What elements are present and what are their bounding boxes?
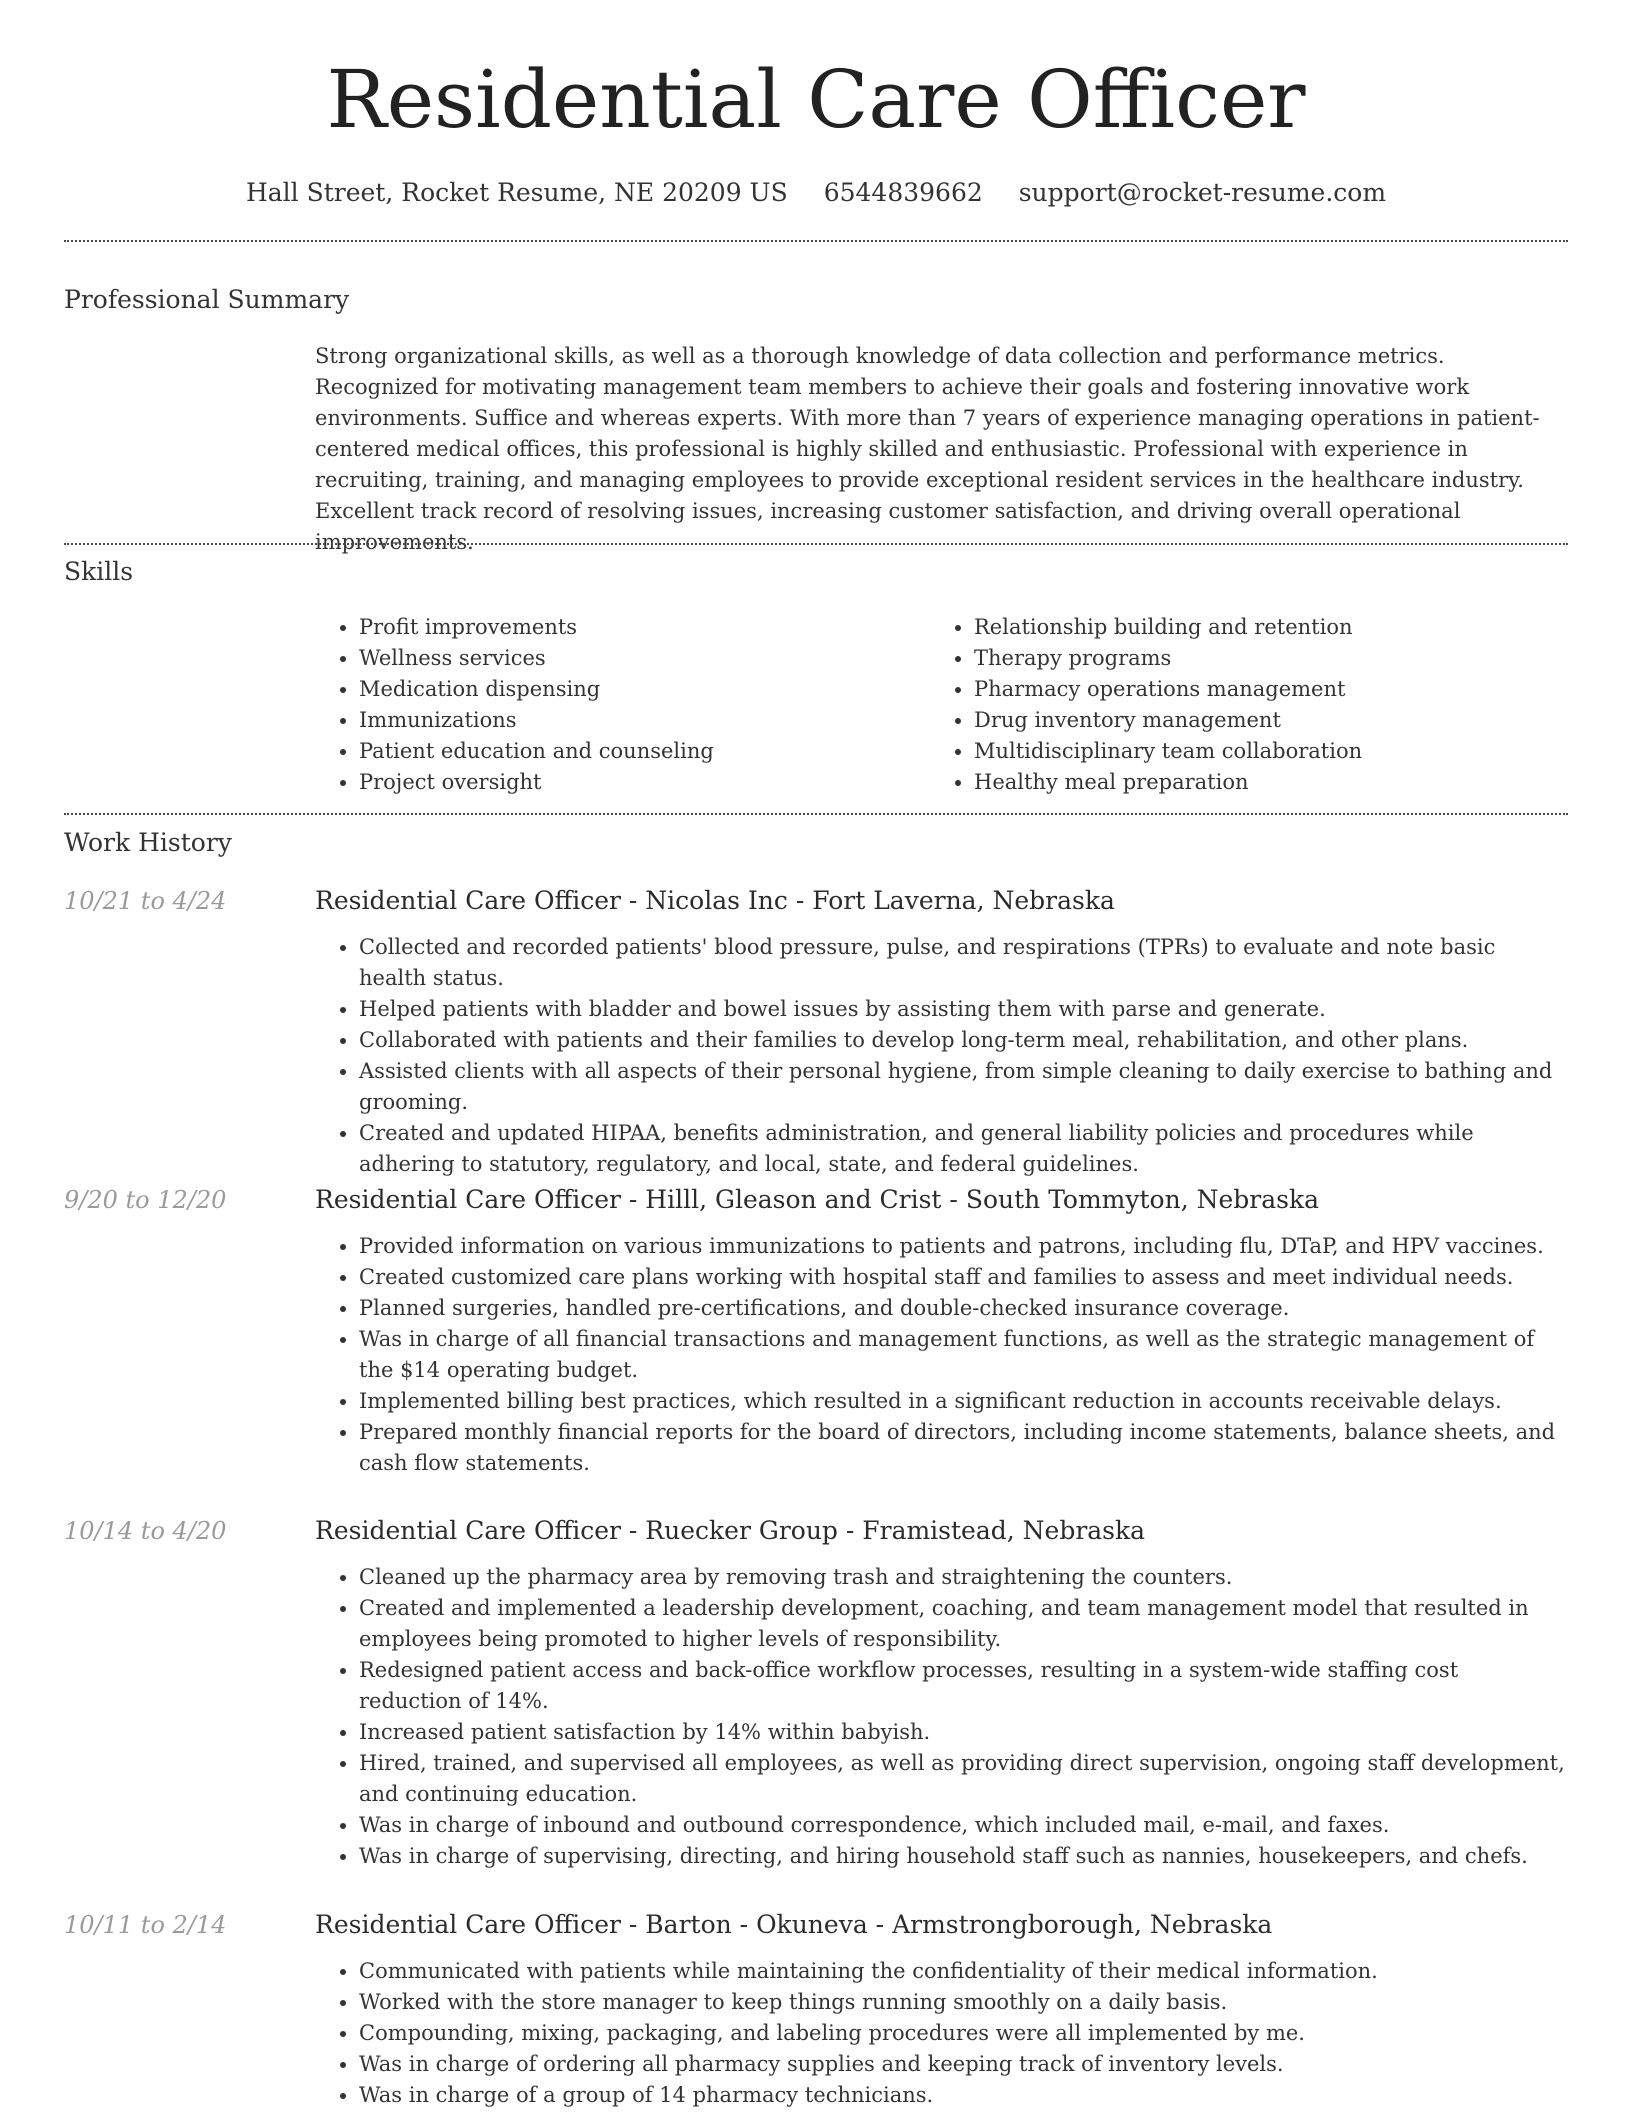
job-bullet: • Compounding, mixing, packaging, and labeling procedures were all implemented by me. <box>359 2018 1567 2049</box>
skills-heading: Skills <box>64 557 134 586</box>
skill-item: • Patient education and counseling <box>359 736 930 767</box>
contact-line <box>64 176 1568 210</box>
job-title: Residential Care Officer - Hilll, Gleason and Crist - South Tommyton, Nebraska <box>315 1185 1320 1214</box>
summary-divider <box>64 543 1568 545</box>
skills-list-right <box>930 612 1545 798</box>
job-bullet: • Was in charge of inbound and outbound correspondence, which included mail, e-mail, and faxes. <box>359 1810 1567 1841</box>
contact-phone: 6544839662 <box>823 178 983 207</box>
job-bullet: • Increased patient satisfaction by 14% within babyish. <box>359 1717 1567 1748</box>
skill-item: • Project oversight <box>359 767 930 798</box>
job-bullet: • Redesigned patient access and back-office workflow processes, resulting in a system-wide staffing cost reduction of 14%. <box>359 1655 1567 1717</box>
job-dates: 10/11 to 2/14 <box>64 1911 227 1939</box>
job-bullets <box>315 932 1567 1180</box>
job-bullet: • Worked with the store manager to keep things running smoothly on a daily basis. <box>359 1987 1567 2018</box>
job-dates: 10/21 to 4/24 <box>64 887 227 915</box>
contact-email: support@rocket-resume.com <box>1018 178 1387 207</box>
skill-item: • Wellness services <box>359 643 930 674</box>
job-bullet: • Prepared monthly financial reports for the board of directors, including income statements, balance sheets, and cash flow statements. <box>359 1417 1567 1479</box>
contact-address: Hall Street, Rocket Resume, NE 20209 US <box>245 178 788 207</box>
job-bullet: • Created customized care plans working with hospital staff and families to assess and meet individual needs. <box>359 1262 1567 1293</box>
skill-item: • Pharmacy operations management <box>974 674 1545 705</box>
skill-item: • Profit improvements <box>359 612 930 643</box>
job-title: Residential Care Officer - Nicolas Inc - Fort Laverna, Nebraska <box>315 886 1115 915</box>
job-bullet: • Assisted clients with all aspects of their personal hygiene, from simple cleaning to daily exercise to bathing and grooming. <box>359 1056 1567 1118</box>
skill-item: • Drug inventory management <box>974 705 1545 736</box>
candidate-name: Residential Care Officer <box>326 53 1306 146</box>
summary-section <box>315 341 1567 558</box>
job-bullet: • Cleaned up the pharmacy area by removing trash and straightening the counters. <box>359 1562 1567 1593</box>
job-bullet: • Planned surgeries, handled pre-certifications, and double-checked insurance coverage. <box>359 1293 1567 1324</box>
job-bullet: • Was in charge of a group of 14 pharmacy technicians. <box>359 2080 1567 2111</box>
resume-header <box>64 48 1568 210</box>
skill-item: • Therapy programs <box>974 643 1545 674</box>
job-title: Residential Care Officer - Barton - Okuneva - Armstrongborough, Nebraska <box>315 1910 1273 1939</box>
job-bullet: • Created and implemented a leadership development, coaching, and team management model that resulted in employees being promoted to higher levels of responsibility. <box>359 1593 1567 1655</box>
summary-text: Strong organizational skills, as well as a thorough knowledge of data collection and performance metrics. Recognized for motivating management team members to achieve their goals and fostering innovative work environments. Suffice and whereas experts. With more than 7 years of experience managing operations in patient-centered medical offices, this professional is highly skilled and enthusiastic. Professional with experience in recruiting, training, and managing employees to provide exceptional resident services in the healthcare industry. Excellent track record of resolving issues, increasing customer satisfaction, and driving overall operational improvements. <box>315 344 1540 554</box>
skills-divider <box>64 813 1568 815</box>
job-bullet: • Was in charge of supervising, directing, and hiring household staff such as nannies, housekeepers, and chefs. <box>359 1841 1567 1872</box>
job-bullet: • Helped patients with bladder and bowel issues by assisting them with parse and generate. <box>359 994 1567 1025</box>
skill-item: • Immunizations <box>359 705 930 736</box>
job-bullet: • Communicated with patients while maintaining the confidentiality of their medical information. <box>359 1956 1567 1987</box>
job-bullets <box>315 1231 1567 1479</box>
skill-item: • Multidisciplinary team collaboration <box>974 736 1545 767</box>
job-bullet: • Created and updated HIPAA, benefits administration, and general liability policies and procedures while adhering to statutory, regulatory, and local, state, and federal guidelines. <box>359 1118 1567 1180</box>
job-bullet: • Collaborated with patients and their families to develop long-term meal, rehabilitation, and other plans. <box>359 1025 1567 1056</box>
skill-item: • Healthy meal preparation <box>974 767 1545 798</box>
skills-list-left <box>315 612 930 798</box>
job-dates: 10/14 to 4/20 <box>64 1517 227 1545</box>
job-bullet: • Provided information on various immunizations to patients and patrons, including flu, DTaP, and HPV vaccines. <box>359 1231 1567 1262</box>
job-bullet: • Implemented billing best practices, which resulted in a significant reduction in accounts receivable delays. <box>359 1386 1567 1417</box>
job-title: Residential Care Officer - Ruecker Group - Framistead, Nebraska <box>315 1516 1146 1545</box>
job-bullet: • Was in charge of all financial transactions and management functions, as well as the strategic management of the $14 operating budget. <box>359 1324 1567 1386</box>
summary-heading: Professional Summary <box>64 285 350 314</box>
header-divider <box>64 240 1568 242</box>
skill-item: • Relationship building and retention <box>974 612 1545 643</box>
job-bullets <box>315 1562 1567 1872</box>
skill-item: • Medication dispensing <box>359 674 930 705</box>
work-history-heading: Work History <box>64 828 232 857</box>
skills-section <box>315 612 1567 798</box>
job-bullet: • Was in charge of ordering all pharmacy supplies and keeping track of inventory levels. <box>359 2049 1567 2080</box>
job-dates: 9/20 to 12/20 <box>64 1186 227 1214</box>
job-bullets <box>315 1956 1567 2111</box>
job-bullet: • Hired, trained, and supervised all employees, as well as providing direct supervision, ongoing staff development, and continuing education. <box>359 1748 1567 1810</box>
job-bullet: • Collected and recorded patients' blood pressure, pulse, and respirations (TPRs) to evaluate and note basic health status. <box>359 932 1567 994</box>
